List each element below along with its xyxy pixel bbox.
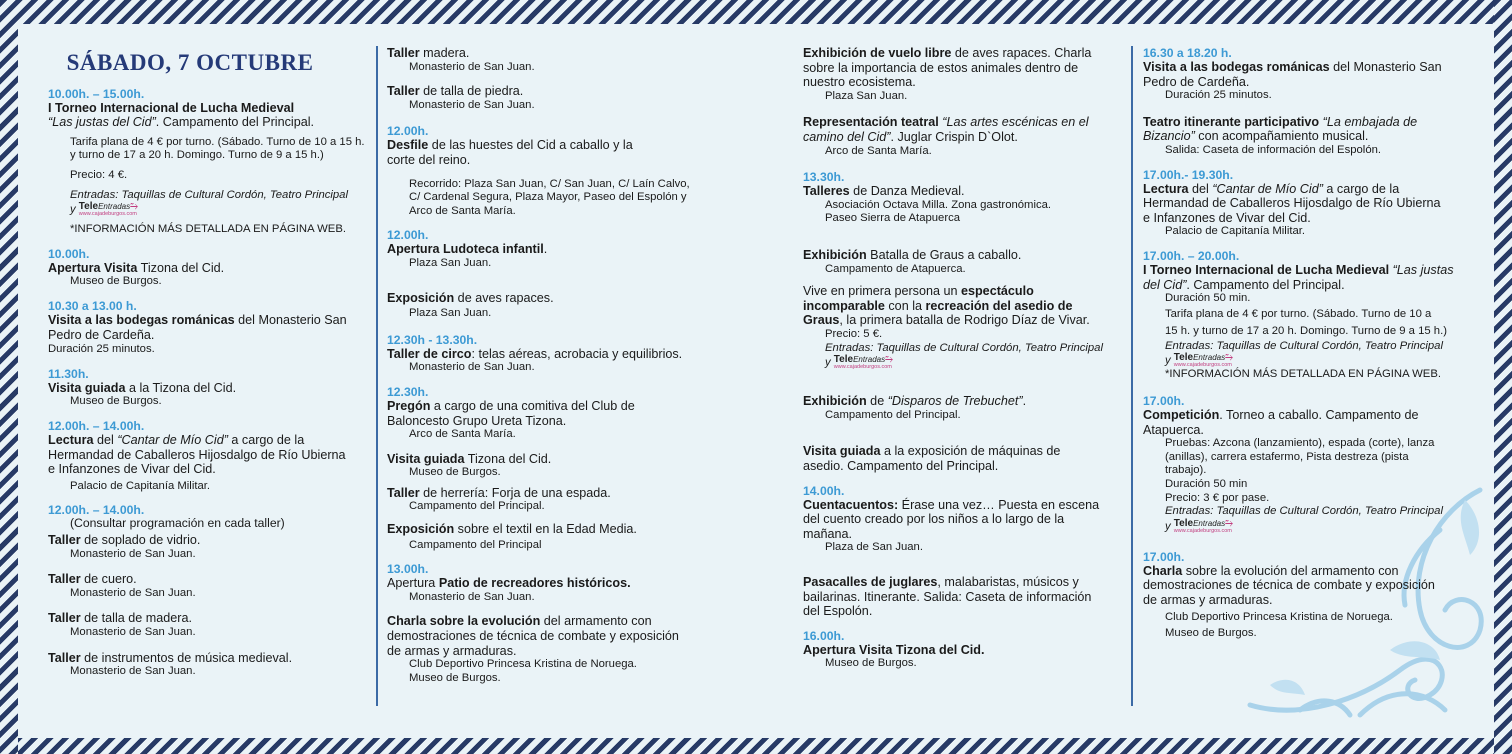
event-title: Taller de circo: [387, 346, 472, 361]
event-location: Palacio de Capitanía Militar.: [1165, 225, 1306, 238]
bottom-border: [0, 738, 1512, 754]
event-location: Monasterio de San Juan.: [409, 98, 535, 111]
event-block: Taller madera. Monasterio de San Juan.: [387, 46, 713, 74]
event-price: Precio: 5 €.: [825, 327, 883, 340]
event-location: . Campamento del Principal.: [155, 115, 314, 130]
event-duration: Duración 25 minutos.: [48, 343, 155, 356]
column-1: [48, 46, 368, 689]
top-border: [0, 0, 1512, 24]
event-location: Monasterio de San Juan.: [70, 665, 196, 678]
event-time: 12.00h. – 14.00h.: [48, 418, 145, 433]
teleentradas-logo: TeleEntradas⥲ www.cajadeburgos.com: [1173, 517, 1234, 534]
event-title: Visita guiada: [48, 380, 126, 395]
event-detail: (anillas), carrera estafermo, Pista destreza (pista: [1165, 450, 1409, 463]
event-location: Asociación Octava Milla. Zona gastronómica.: [825, 198, 1052, 211]
event-time: 12.30h.: [387, 384, 429, 399]
event-duration: Duración 50 min.: [1165, 292, 1251, 305]
event-title: Visita guiada: [387, 451, 465, 466]
event-block: Taller de herrería: Forja de una espada. Campamento del Principal.: [387, 486, 713, 514]
event-text: e Infanzones de Vivar del Cid.: [48, 462, 216, 477]
event-detail: trabajo).: [1165, 464, 1207, 477]
event-detail: Tarifa plana de 4 € por turno. (Sábado. Turno de 10 a 15 h.: [70, 135, 365, 148]
event-location: Monasterio de San Juan.: [70, 586, 196, 599]
event-location: Monasterio de San Juan.: [70, 625, 196, 638]
event-subtitle: “Las justas del Cid”: [48, 115, 156, 130]
event-organizer: Club Deportivo Princesa Kristina de Noruega.: [1165, 610, 1393, 623]
workshop-title: Taller: [48, 532, 81, 547]
event-location: Plaza de San Juan.: [825, 541, 923, 554]
column-4: [1143, 46, 1465, 651]
event-title: Pregón: [387, 398, 431, 413]
event-location: Monasterio de San Juan.: [409, 361, 535, 374]
event-time: 10.00h. – 15.00h.: [48, 86, 145, 101]
event-title: Exhibición de vuelo libre: [803, 46, 952, 60]
event-location: Museo de Burgos.: [409, 671, 501, 684]
event-block: 13.00h. Apertura Patio de recreadores históricos. Monasterio de San Juan.: [387, 562, 713, 604]
event-title: Exposición: [387, 290, 455, 305]
event-block: 10.30 a 13.00 h. Visita a las bodegas románicas del Monasterio San Pedro de Cardeña. Duración 25 minutos.: [48, 299, 368, 357]
event-text: e Infanzones de Vivar del Cid.: [1143, 210, 1311, 225]
workshop-title: Taller: [48, 611, 81, 626]
event-text: demostraciones de técnica de combate y exposición: [1143, 578, 1435, 593]
tickets-info: Entradas: Taquillas de Cultural Cordón, Teatro Principal: [1165, 505, 1443, 518]
tickets-connector: y: [1165, 520, 1171, 533]
event-location: Paseo Sierra de Atapuerca: [825, 212, 961, 225]
event-time: 17.00h.: [1143, 393, 1185, 408]
event-location: Arco de Santa María.: [825, 144, 932, 157]
event-block: Exhibición de vuelo libre de aves rapaces. Charla sobre la importancia de estos animales dentro de nuestro ecosistema. Plaza San Juan.: [803, 46, 1123, 103]
event-title: I Torneo Internacional de Lucha Medieval: [1143, 262, 1390, 277]
event-title: Visita a las bodegas románicas: [1143, 60, 1330, 74]
event-text: mañana.: [803, 526, 853, 541]
event-block: [803, 629, 1123, 671]
event-text: del Espolón.: [803, 604, 873, 619]
event-text: demostraciones de técnica de combate y exposición: [387, 629, 679, 644]
event-block: 10.00h. Apertura Visita Tizona del Cid. Museo de Burgos.: [48, 247, 368, 289]
event-duration: Duración 25 minutos.: [1165, 89, 1272, 102]
event-title: Taller: [387, 485, 420, 500]
event-block: 12.30h - 13.30h. Taller de circo: telas aéreas, acrobacia y equilibrios. Monasterio de San Juan.: [387, 333, 713, 375]
event-title: Taller: [387, 84, 420, 99]
event-text: corte del reino.: [387, 152, 471, 167]
event-title: Apertura Ludoteca infantil: [387, 242, 544, 257]
event-location: Museo de Burgos.: [70, 275, 162, 288]
column-2: [387, 46, 713, 695]
event-block: 17.00h. – 20.00h. I Torneo Internacional de Lucha Medieval “Las justas del Cid”. Campamento del Principal. Duración 50 min. Tarifa plana de 4 € por turno. (Sábado. Turno de 10 a 15 h. y turno de 17 a 20 h. Domingo. Turno de 9 a 15 h.) Entradas: Taquillas de Cultural Cordón, Teatro Principal y TeleEntradas⥲ www.cajadeburgos.com *INFORMACIÓN MÁS DETALLADA EN PÁGINA WEB.: [1143, 249, 1465, 382]
event-time: 10.30 a 13.00 h.: [48, 299, 137, 314]
event-title: Apertura Visita Tizona del Cid.: [803, 642, 985, 657]
more-info-note: *INFORMACIÓN MÁS DETALLADA EN PÁGINA WEB.: [70, 223, 346, 236]
event-block: Teatro itinerante participativo “La embajada de Bizancio” con acompañamiento musical. Salida: Caseta de información del Espolón.: [1143, 115, 1465, 158]
event-block: Vive en primera persona un espectáculo incomparable con la recreación del asedio de Graus, la primera batalla de Rodrigo Díaz de Vivar. Precio: 5 €. Entradas: Taquillas de Cultural Cordón, Teatro Principal y TeleEntradas⥲ www.cajadeburgos.com: [803, 284, 1123, 370]
event-time: 11.30h.: [48, 366, 89, 381]
event-block: 14.00h. Cuentacuentos: Érase una vez… Puesta en escena del cuento creado por los niños a lo largo de la mañana. Plaza de San Juan.: [803, 484, 1123, 555]
tickets-connector: y: [70, 203, 76, 216]
event-text: asedio. Campamento del Principal.: [803, 458, 999, 473]
event-block: 12.30h. Pregón a cargo de una comitiva del Club de Baloncesto Grupo Ureta Tizona. Arco de Santa María.: [387, 385, 713, 442]
event-location: Plaza San Juan.: [409, 307, 492, 320]
event-time: 16.30 a 18.20 h.: [1143, 46, 1232, 60]
event-note: (Consultar programación en cada taller): [70, 516, 285, 531]
event-block: Exposición de aves rapaces. Plaza San Juan.: [387, 291, 713, 321]
tickets-info: Entradas: Taquillas de Cultural Cordón, Teatro Principal: [825, 341, 1103, 354]
event-duration: Duración 50 min: [1165, 477, 1248, 490]
event-block: 12.00h. – 14.00h. Lectura del “Cantar de Mío Cid” a cargo de la Hermandad de Caballeros Hijosdalgo de Río Ubierna e Infanzones de Vivar del Cid. Palacio de Capitanía Militar.: [48, 419, 368, 493]
event-block: 12.00h. – 14.00h. (Consultar programación en cada taller) Taller de soplado de vidrio. Monasterio de San Juan. Taller de cuero. Monasterio de San Juan. Taller de talla de madera. Monasterio de San Juan. Taller de instrumentos de música medieval. Monasterio de San Juan.: [48, 503, 368, 678]
event-block: 16.30 a 18.20 h. Visita a las bodegas románicas del Monasterio San Pedro de Cardeña. Duración 25 minutos.: [1143, 46, 1465, 103]
event-location: Palacio de Capitanía Militar.: [70, 479, 211, 492]
event-location: Monasterio de San Juan.: [409, 60, 535, 73]
event-block: Exposición sobre el textil en la Edad Media. Campamento del Principal: [387, 522, 713, 552]
event-location: Campamento de Atapuerca.: [825, 262, 966, 275]
event-detail: Pruebas: Azcona (lanzamiento), espada (corte), lanza: [1165, 437, 1435, 450]
event-time: 13.00h.: [387, 562, 429, 577]
event-time: 10.00h.: [48, 246, 90, 261]
event-block: 17.00h.- 19.30h. Lectura del “Cantar de Mío Cid” a cargo de la Hermandad de Caballeros Hijosdalgo de Río Ubierna e Infanzones de Vivar del Cid. Palacio de Capitanía Militar.: [1143, 168, 1465, 239]
event-title: Talleres: [803, 184, 850, 199]
more-info-note: *INFORMACIÓN MÁS DETALLADA EN PÁGINA WEB.: [1165, 368, 1441, 381]
event-location: Monasterio de San Juan.: [409, 590, 535, 603]
event-time: 13.30h.: [803, 170, 845, 185]
event-location: Campamento del Principal: [409, 538, 542, 551]
column-divider: [1131, 46, 1133, 706]
event-time: 17.00h. – 20.00h.: [1143, 248, 1240, 263]
event-location: Plaza San Juan.: [825, 89, 908, 102]
event-title: Exhibición: [803, 247, 867, 262]
event-block: 17.00h. Competición. Torneo a caballo. Campamento de Atapuerca. Pruebas: Azcona (lanzamiento), espada (corte), lanza (anillas), carrera estafermo, Pista destreza (pista trabajo). Duración 50 min Precio: 3 € por pase. Entradas: Taquillas de Cultural Cordón, Teatro Principal y TeleEntradas⥲ www.cajadeburgos.com: [1143, 394, 1465, 534]
event-time: 14.00h.: [803, 483, 845, 498]
event-block: [48, 87, 368, 237]
event-text: de armas y armaduras.: [1143, 593, 1273, 607]
event-title: Lectura: [1143, 181, 1189, 196]
event-block: Charla sobre la evolución del armamento con demostraciones de técnica de combate y exposición de armas y armaduras. Club Deportivo Princesa Kristina de Noruega. Museo de Burgos.: [387, 614, 713, 685]
tickets-connector: y: [1165, 354, 1171, 367]
event-location: Museo de Burgos.: [70, 395, 162, 408]
event-text: de armas y armaduras.: [387, 643, 517, 658]
tickets-connector: y: [825, 356, 831, 369]
event-block: Representación teatral “Las artes escénicas en el camino del Cid”. Juglar Crispin D`Olot. Arco de Santa María.: [803, 115, 1123, 158]
event-title: Exposición: [387, 522, 455, 537]
event-location: Museo de Burgos.: [1165, 627, 1257, 640]
event-price: Precio: 4 €.: [70, 168, 128, 181]
event-title: Representación teatral: [803, 115, 939, 130]
left-border: [0, 0, 18, 754]
event-text: Pedro de Cardeña.: [48, 327, 155, 342]
event-time: 12.30h - 13.30h.: [387, 332, 478, 347]
event-title: Patio de recreadores históricos.: [438, 576, 631, 591]
event-text: sobre la importancia de estos animales dentro de: [803, 60, 1079, 75]
workshop-title: Taller: [48, 650, 81, 665]
event-text: del cuento creado por los niños a lo largo de la: [803, 512, 1065, 527]
event-title: Charla sobre la evolución: [387, 614, 541, 629]
event-detail: 15 h. y turno de 17 a 20 h. Domingo. Turno de 9 a 15 h.): [1165, 324, 1447, 337]
event-text: Hermandad de Caballeros Hijosdalgo de Río Ubierna: [1143, 196, 1441, 211]
event-text: Baloncesto Grupo Ureta Tizona.: [387, 413, 567, 428]
event-title: I Torneo Internacional de Lucha Medieval: [48, 100, 295, 115]
event-time: 12.00h.: [387, 124, 429, 139]
column-divider: [376, 46, 378, 706]
event-text: Atapuerca.: [1143, 422, 1204, 437]
event-block: Taller de talla de piedra. Monasterio de San Juan.: [387, 84, 713, 112]
event-block: 11.30h. Visita guiada a la Tizona del Cid. Museo de Burgos.: [48, 367, 368, 409]
event-time: 17.00h.- 19.30h.: [1143, 167, 1234, 182]
right-border: [1494, 0, 1512, 754]
event-block: 17.00h. Charla sobre la evolución del armamento con demostraciones de técnica de combate y exposición de armas y armaduras. Club Deportivo Princesa Kristina de Noruega. Museo de Burgos.: [1143, 550, 1465, 641]
teleentradas-logo: TeleEntradas⥲ www.cajadeburgos.com: [1173, 352, 1234, 369]
column-3: [803, 46, 1123, 681]
event-title: Visita a las bodegas románicas: [48, 313, 235, 328]
event-title: Desfile: [387, 138, 429, 153]
event-block: Visita guiada a la exposición de máquinas de asedio. Campamento del Principal.: [803, 444, 1123, 473]
event-title: Cuentacuentos:: [803, 497, 899, 512]
event-block: 12.00h. Apertura Ludoteca infantil. Plaza San Juan.: [387, 228, 713, 270]
event-location: Plaza San Juan.: [409, 256, 492, 269]
event-title: Taller: [387, 46, 420, 60]
event-title: Teatro itinerante participativo: [1143, 114, 1320, 129]
event-text: Hermandad de Caballeros Hijosdalgo de Río Ubierna: [48, 447, 346, 462]
tickets-info: Entradas: Taquillas de Cultural Cordón, Teatro Principal: [1165, 339, 1443, 352]
event-block: 12.00h. Desfile de las huestes del Cid a caballo y la corte del reino. Recorrido: Plaza San Juan, C/ San Juan, C/ Laín Calvo, C/ Cardenal Segura, Plaza Mayor, Paseo del Espolón y Arco de Santa María.: [387, 124, 713, 218]
event-detail: Tarifa plana de 4 € por turno. (Sábado. Turno de 10 a: [1165, 307, 1432, 320]
event-title: Apertura Visita: [48, 260, 138, 275]
event-location: Museo de Burgos.: [409, 466, 501, 479]
event-title: Exhibición: [803, 394, 867, 409]
tickets-info: Entradas: Taquillas de Cultural Cordón, Teatro Principal: [70, 188, 348, 201]
event-time: 17.00h.: [1143, 549, 1185, 564]
event-location: Monasterio de San Juan.: [70, 547, 196, 560]
workshop-title: Taller: [48, 572, 81, 587]
event-location: Campamento del Principal.: [409, 500, 545, 513]
event-time: 12.00h.: [387, 228, 429, 243]
event-title: Competición: [1143, 407, 1220, 422]
event-block: Exhibición de “Disparos de Trebuchet”. Campamento del Principal.: [803, 394, 1123, 422]
event-location: Salida: Caseta de información del Espolón.: [1165, 143, 1382, 156]
event-text: bailarinas. Itinerante. Salida: Caseta de información: [803, 589, 1092, 604]
event-text: nuestro ecosistema.: [803, 75, 916, 90]
teleentradas-logo: TeleEntradas⥲ www.cajadeburgos.com: [78, 201, 139, 218]
event-time: 12.00h. – 14.00h.: [48, 503, 145, 518]
teleentradas-logo: TeleEntradas⥲ www.cajadeburgos.com: [833, 354, 894, 371]
event-detail: y turno de 17 a 20 h. Domingo. Turno de 9 a 15 h.): [70, 149, 324, 162]
event-price: Precio: 3 € por pase.: [1165, 491, 1270, 504]
event-location: Museo de Burgos.: [825, 657, 917, 670]
event-block: Pasacalles de juglares, malabaristas, músicos y bailarinas. Itinerante. Salida: Caseta de información del Espolón.: [803, 575, 1123, 619]
event-organizer: Club Deportivo Princesa Kristina de Noruega.: [409, 658, 637, 671]
event-title: Charla: [1143, 563, 1183, 578]
event-title: Lectura: [48, 432, 94, 447]
event-title: Visita guiada: [803, 444, 881, 459]
page-title: SÁBADO, 7 OCTUBRE: [66, 50, 314, 75]
route-detail: Recorrido: Plaza San Juan, C/ San Juan, C/ Laín Calvo,: [409, 177, 690, 190]
route-detail: Arco de Santa María.: [409, 204, 516, 217]
route-detail: C/ Cardenal Segura, Plaza Mayor, Paseo del Espolón y: [409, 191, 687, 204]
event-time: 16.00h.: [803, 628, 845, 643]
event-location: Campamento del Principal.: [825, 408, 961, 421]
event-text: Pedro de Cardeña.: [1143, 74, 1250, 89]
event-block: Visita guiada Tizona del Cid. Museo de Burgos.: [387, 452, 713, 480]
event-title: Pasacalles de juglares: [803, 574, 938, 589]
event-location: Arco de Santa María.: [409, 428, 516, 441]
event-block: 13.30h. Talleres de Danza Medieval. Asociación Octava Milla. Zona gastronómica. Paseo Sierra de Atapuerca: [803, 170, 1123, 226]
event-block: Exhibición Batalla de Graus a caballo. Campamento de Atapuerca.: [803, 248, 1123, 276]
